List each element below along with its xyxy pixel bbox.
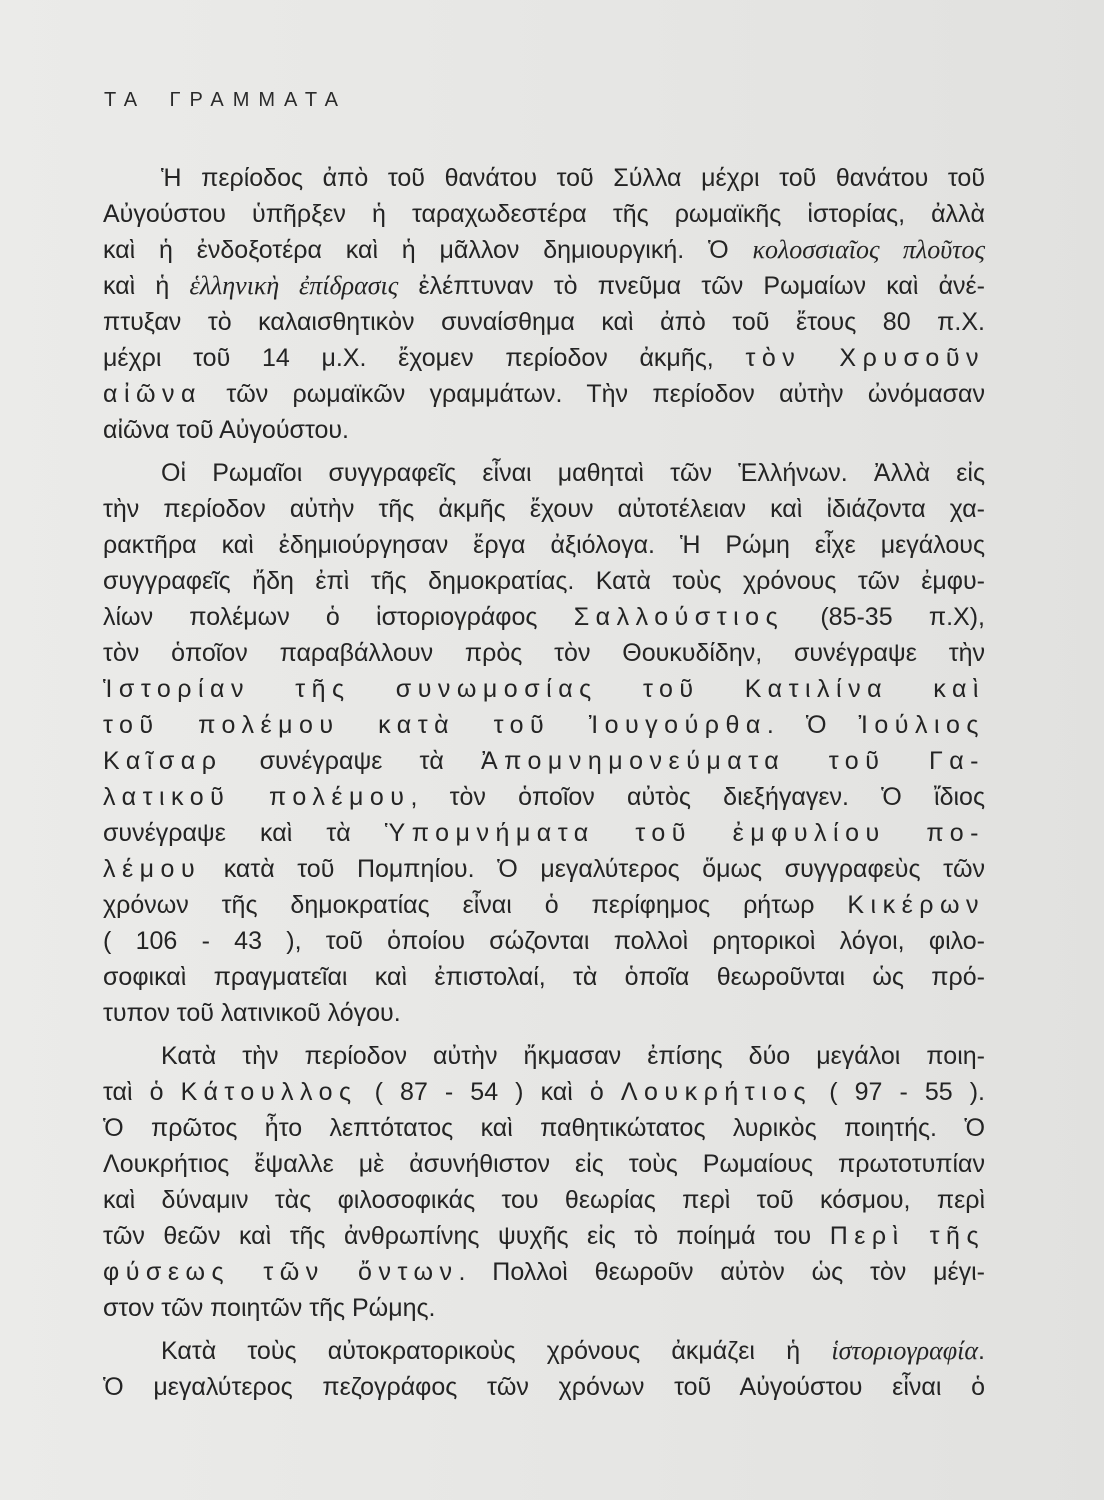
text-run: Κατὰ τὴν περίοδον αὐτὴν ἤκμασαν ἐπίσης δύο μεγάλοι ποιη- [161, 1042, 985, 1070]
spaced-run: Ἀπομνημονεύματα τοῦ Γα- [480, 747, 985, 775]
text-line [103, 268, 985, 304]
text-run: αἰῶνα τοῦ Αὐγούστου. [103, 416, 349, 444]
text-run: χρόνων τῆς δημοκρατίας εἶναι ὁ περίφημος ρήτωρ [103, 891, 848, 919]
text-run: Οἱ Ρωμαῖοι συγγραφεῖς εἶναι μαθηταὶ τῶν Ἑλλήνων. Ἀλλὰ εἰς [161, 459, 985, 487]
text-run: Ὁ πρῶτος ἦτο λεπτότατος καὶ παθητικώτατος λυρικὸς ποιητής. Ὁ [103, 1114, 985, 1142]
text-run: στον τῶν ποιητῶν τῆς Ρώμης. [103, 1294, 436, 1322]
text-run: ( 97 - 55 ). [812, 1078, 986, 1106]
spaced-run: Περὶ τῆς [829, 1222, 985, 1250]
text-line [103, 563, 985, 599]
text-line [103, 995, 985, 1031]
text-line [103, 599, 985, 635]
text-line [103, 1218, 985, 1254]
text-line [103, 376, 985, 412]
text-line [103, 232, 985, 268]
text-run: . Ὁ [766, 711, 859, 739]
text-run: τυπον τοῦ λατινικοῦ λόγου. [103, 999, 401, 1027]
text-run: τὴν περίοδον αὐτὴν τῆς ἀκμῆς ἔχουν αὐτοτέλειαν καὶ ἰδιάζοντα χα- [103, 495, 985, 523]
text-run: Ὁ μεγαλύτερος πεζογράφος τῶν χρόνων τοῦ Αὐγούστου εἶναι ὁ [103, 1373, 985, 1401]
text-line [103, 1146, 985, 1182]
text-line [103, 491, 985, 527]
text-line [103, 455, 985, 491]
text-run: καὶ δύναμιν τὰς φιλοσοφικάς του θεωρίας περὶ τοῦ κόσμου, περὶ [103, 1186, 985, 1214]
italic-run: ἑλληνικὴ ἐπίδρασις [189, 271, 399, 300]
spaced-run: Ὑπομνήματα τοῦ ἐμφυλίου πο- [384, 819, 985, 847]
text-run: ρακτῆρα καὶ ἐδημιούργησαν ἔργα ἀξιόλογα. Ἡ Ρώμη εἶχε μεγάλους [103, 531, 985, 559]
text-line [103, 304, 985, 340]
text-run: Αὐγούστου ὑπῆρξεν ἡ ταραχωδεστέρα τῆς ρωμαϊκῆς ἱστορίας, ἀλλὰ [103, 200, 985, 228]
spaced-run: λέμου [103, 855, 202, 883]
text-run: πτυξαν τὸ καλαισθητικὸν συναίσθημα καὶ ἀπὸ τοῦ ἔτους 80 π.Χ. [103, 308, 985, 336]
spaced-run: τοῦ πολέμου κατὰ τοῦ Ἰουγούρθα [103, 711, 767, 739]
text-run: συνέγραψε τὰ [222, 747, 481, 775]
spaced-run: Κάτουλλος [180, 1078, 358, 1106]
spaced-run: Ἱστορίαν τῆς συνωμοσίας τοῦ Κατιλίνα καὶ [103, 675, 985, 703]
paragraph [103, 455, 985, 1031]
text-run: Λουκρήτιος ἔψαλλε μὲ ἀσυνήθιστον εἰς τοὺς Ρωμαίους πρωτοτυπίαν [103, 1150, 985, 1178]
spaced-run: Σαλλούστιος [573, 603, 785, 631]
text-run: συνέγραψε καὶ τὰ [103, 819, 385, 847]
text-run: . Πολλοὶ θεωροῦν αὐτὸν ὡς τὸν μέγι- [458, 1258, 985, 1286]
text-run: ἐλέπτυναν τὸ πνεῦμα τῶν Ρωμαίων καὶ ἀνέ- [398, 272, 986, 300]
paragraph [103, 160, 985, 448]
text-line [103, 671, 985, 707]
text-line [103, 1333, 985, 1369]
spaced-run: αἰῶνα [103, 380, 202, 408]
spaced-run: Κικέρων [847, 891, 985, 919]
spaced-run: Λουκρήτιος [620, 1078, 813, 1106]
text-run: μέχρι τοῦ 14 μ.Χ. ἔχομεν περίοδον ἀκμῆς, [103, 344, 746, 372]
running-head: ΤΑ ΓΡΑΜΜΑΤΑ [104, 89, 347, 111]
text-line [103, 340, 985, 376]
text-run: τὸν ὁποῖον παραβάλλουν πρὸς τὸν Θουκυδίδην, συνέγραψε τὴν [103, 639, 985, 667]
text-line [103, 815, 985, 851]
italic-run: ἱστοριογραφία [831, 1336, 979, 1365]
text-line [103, 743, 985, 779]
text-run: Κατὰ τοὺς αὐτοκρατορικοὺς χρόνους ἀκμάζει ἡ [161, 1337, 832, 1365]
text-line [103, 196, 985, 232]
text-line [103, 1074, 985, 1110]
text-line [103, 851, 985, 887]
text-run: ( 87 - 54 ) καὶ ὁ [357, 1078, 621, 1106]
text-run: ( 106 - 43 ), τοῦ ὁποίου σώζονται πολλοὶ ρητορικοὶ λόγοι, φιλο- [103, 927, 985, 955]
text-line [103, 1290, 985, 1326]
text-line [103, 959, 985, 995]
paragraph [103, 1333, 985, 1405]
text-run: , τὸν ὁποῖον αὐτὸς διεξήγαγεν. Ὁ ἴδιος [410, 783, 985, 811]
text-run: κατὰ τοῦ Πομπηίου. Ὁ μεγαλύτερος ὅμως συγγραφεὺς τῶν [201, 855, 985, 883]
text-run: . [978, 1337, 985, 1365]
text-run: Ἡ περίοδος ἀπὸ τοῦ θανάτου τοῦ Σύλλα μέχρι τοῦ θανάτου τοῦ [161, 164, 985, 192]
spaced-run: Ἰούλιος [858, 711, 985, 739]
paragraph [103, 1038, 985, 1326]
text-run: ταὶ ὁ [103, 1078, 181, 1106]
italic-run: κολοσσιαῖος πλοῦτος [752, 235, 985, 264]
body-text [103, 160, 985, 1412]
spaced-run: λατικοῦ πολέμου [103, 783, 411, 811]
text-line [103, 412, 985, 448]
text-line [103, 707, 985, 743]
text-run: τῶν θεῶν καὶ τῆς ἀνθρωπίνης ψυχῆς εἰς τὸ ποίημά του [103, 1222, 830, 1250]
text-run: λίων πολέμων ὁ ἱστοριογράφος [103, 603, 574, 631]
spaced-run: Καῖσαρ [103, 747, 223, 775]
text-run: καὶ ἡ ἐνδοξοτέρα καὶ ἡ μᾶλλον δημιουργική. Ὁ [103, 236, 753, 264]
spaced-run: φύσεως τῶν ὄντων [103, 1258, 459, 1286]
text-run: συγγραφεῖς ἤδη ἐπὶ τῆς δημοκρατίας. Κατὰ τοὺς χρόνους τῶν ἐμφυ- [103, 567, 985, 595]
text-run: καὶ ἡ [103, 272, 190, 300]
text-run: (85-35 π.Χ), [784, 603, 985, 631]
text-line [103, 527, 985, 563]
text-line [103, 160, 985, 196]
spaced-run: τὸν Χρυσοῦν [745, 344, 985, 372]
text-line [103, 1038, 985, 1074]
text-line [103, 779, 985, 815]
text-line [103, 923, 985, 959]
text-line [103, 635, 985, 671]
text-line [103, 1254, 985, 1290]
text-run: σοφικαὶ πραγματεῖαι καὶ ἐπιστολαί, τὰ ὁποῖα θεωροῦνται ὡς πρό- [103, 963, 985, 991]
text-line [103, 887, 985, 923]
text-line [103, 1110, 985, 1146]
text-line [103, 1369, 985, 1405]
text-line [103, 1182, 985, 1218]
text-run: τῶν ρωμαϊκῶν γραμμάτων. Τὴν περίοδον αὐτὴν ὠνόμασαν [201, 380, 985, 408]
